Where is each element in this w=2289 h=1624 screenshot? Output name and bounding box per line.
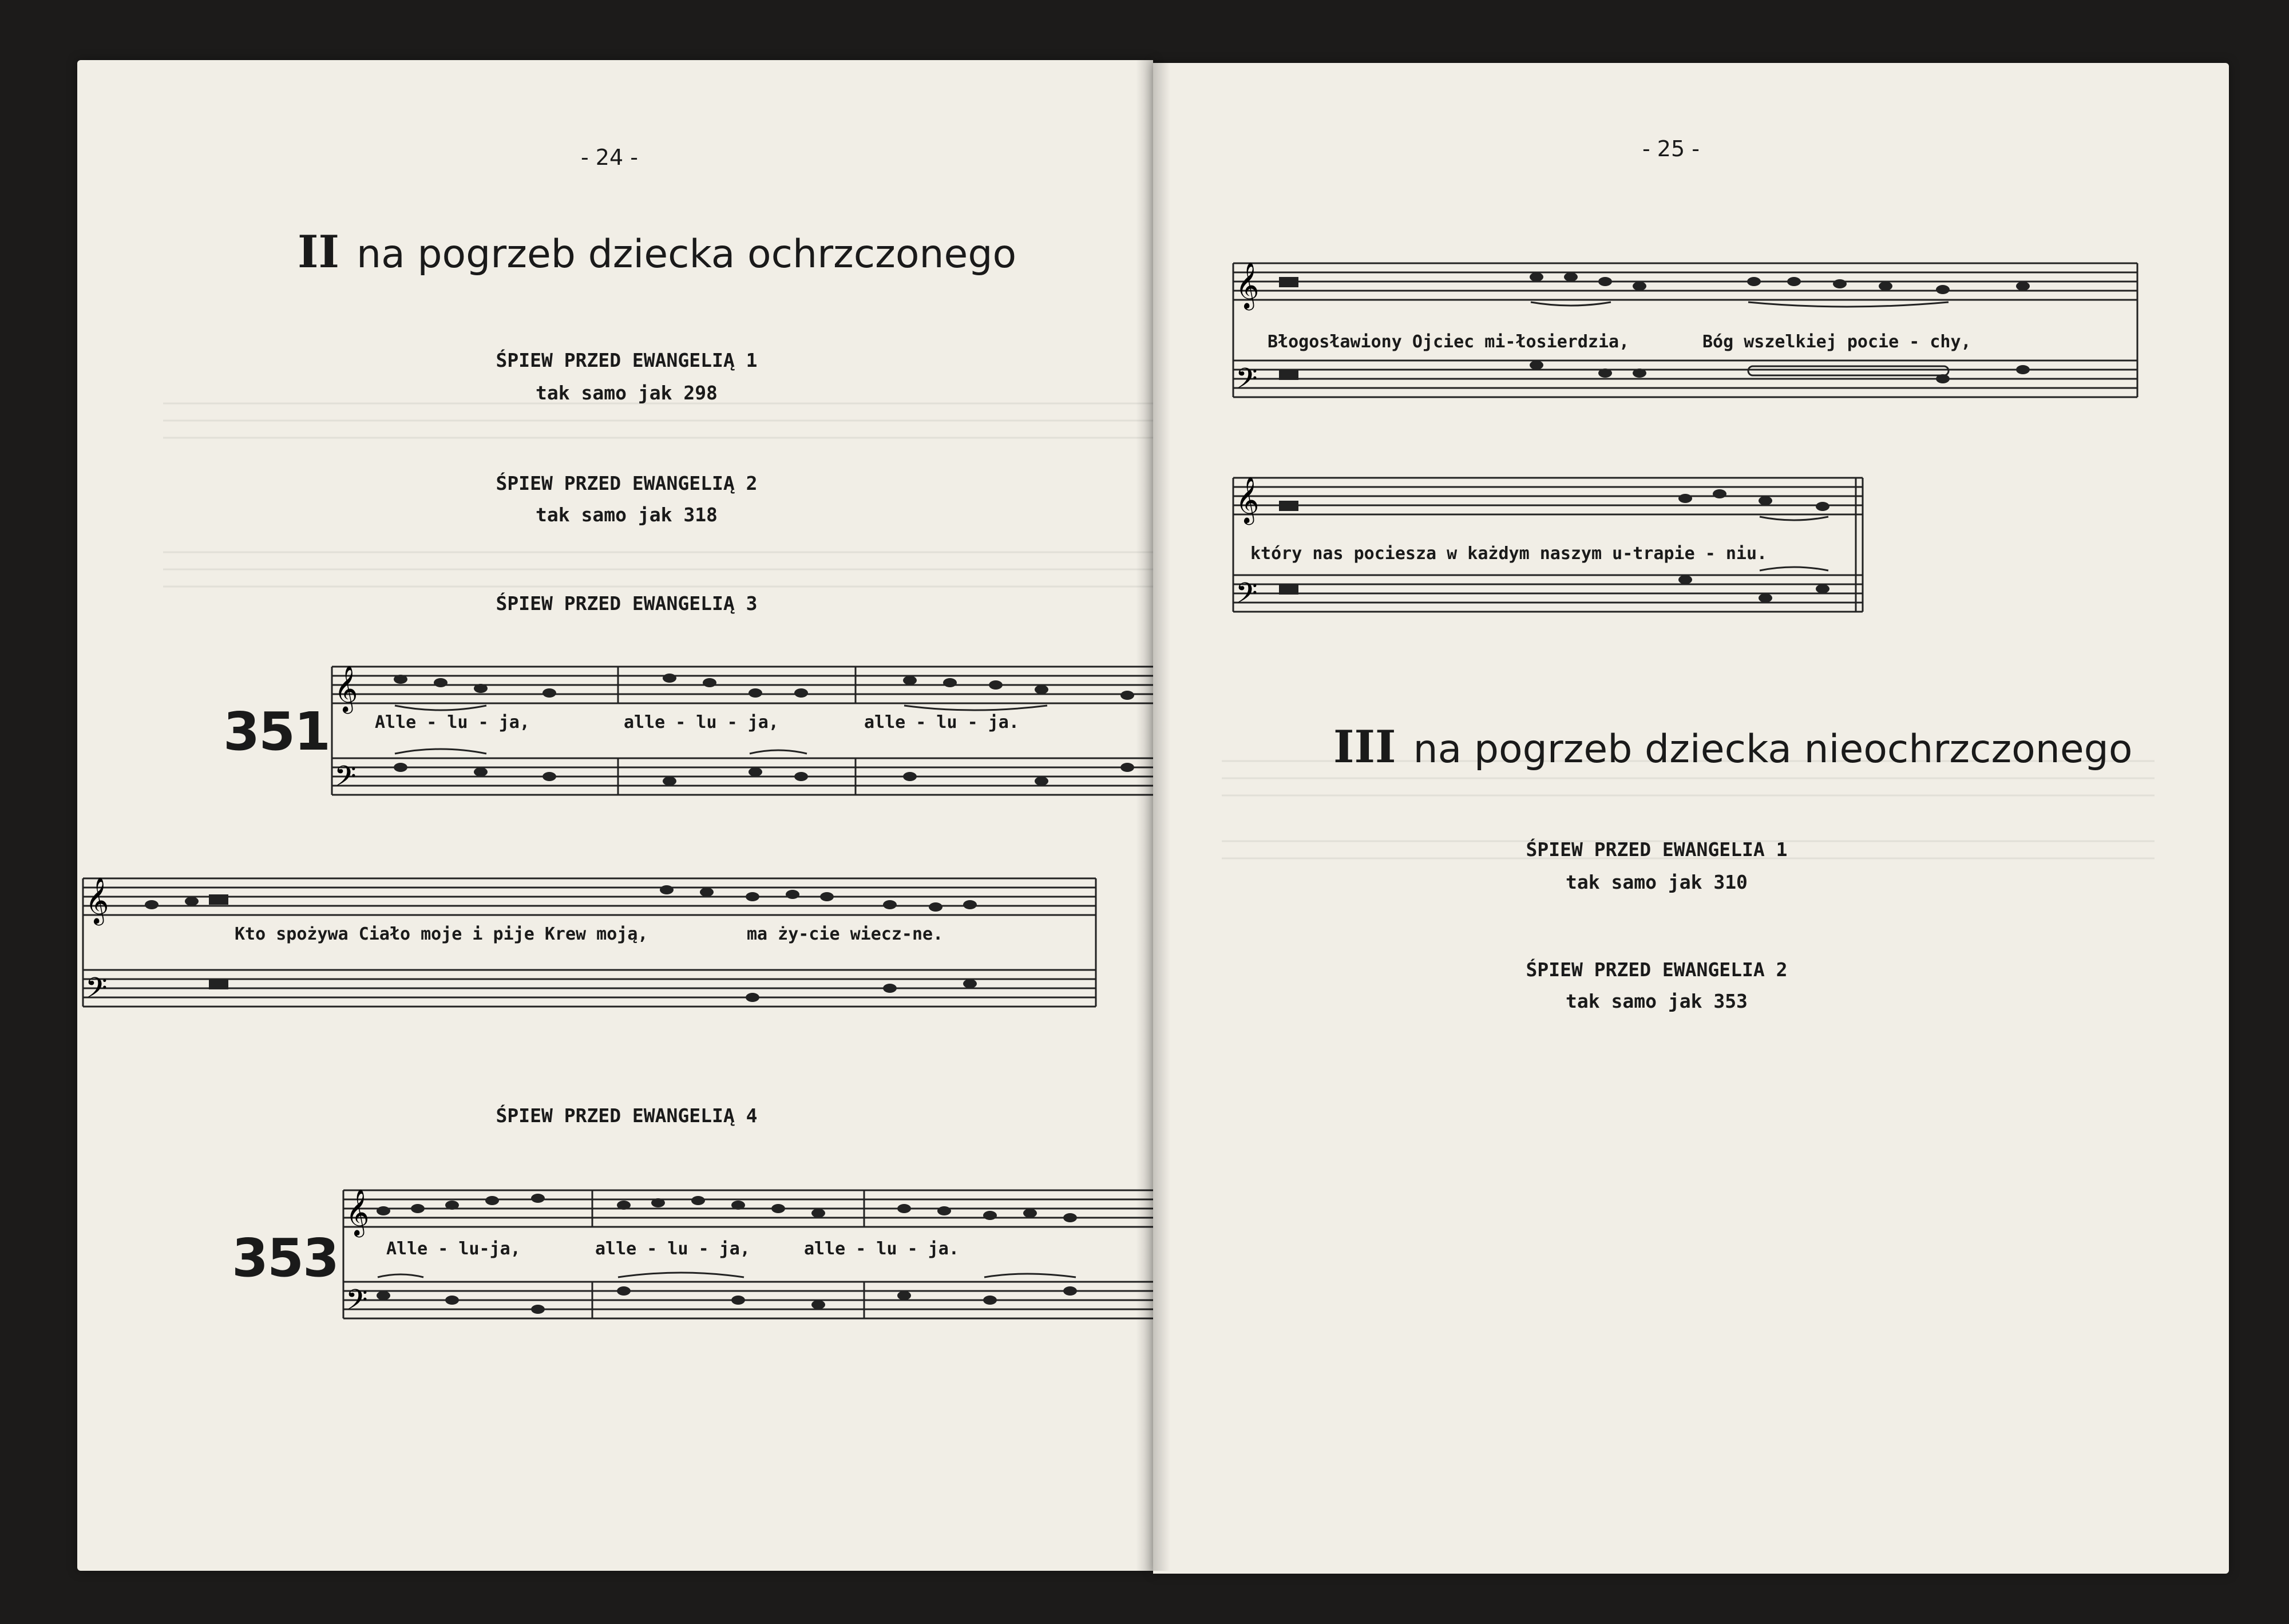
bleed-through-staves [163, 381, 1165, 678]
item-subtitle: tak samo jak 310 [1566, 871, 1748, 893]
lyric-syllables: Alle - lu-ja, [386, 1239, 521, 1259]
verse-text: Bóg wszelkiej pocie - chy, [1702, 332, 1971, 352]
section-title [298, 226, 1016, 278]
section-roman-numeral: II [298, 226, 339, 278]
left-page [77, 60, 1153, 1571]
right-page [1153, 63, 2229, 1574]
section-title-text: na pogrzeb dziecka nieochrzczonego [1413, 727, 2133, 772]
svg-text:𝄢: 𝄢 [1235, 577, 1258, 617]
item-heading: ŚPIEW PRZED EWANGELIĄ 2 [496, 472, 758, 494]
verse-text: Błogosławiony Ojciec mi-łosierdzia, [1268, 332, 1630, 352]
section-roman-numeral: III [1333, 721, 1396, 773]
item-heading: ŚPIEW PRZED EWANGELIĄ 3 [496, 592, 758, 615]
lyric-syllables: alle - lu - ja. [864, 712, 1019, 732]
item-heading: ŚPIEW PRZED EWANGELIA 2 [1526, 958, 1788, 981]
lyric-syllables: alle - lu - ja, [624, 712, 779, 732]
music-system-353 [338, 1173, 1185, 1345]
verse-text-end: ma ży-cie wiecz-ne. [747, 924, 944, 944]
verse-text: który nas pociesza w każdym naszym u-trapie - niu. [1250, 544, 1768, 564]
svg-text:𝄢: 𝄢 [85, 972, 108, 1012]
lyric-syllables: Alle - lu - ja, [375, 712, 530, 732]
svg-text:𝄞: 𝄞 [1235, 476, 1260, 523]
page-number: - 24 - [581, 145, 638, 170]
bleed-through-ghost [209, 312, 229, 385]
item-heading: ŚPIEW PRZED EWANGELIA 1 [1526, 838, 1788, 861]
music-system-verse [77, 867, 1102, 1033]
section-title [1333, 721, 2132, 773]
svg-text:𝄞: 𝄞 [334, 665, 358, 712]
item-subtitle: tak samo jak 353 [1566, 990, 1748, 1012]
item-subtitle: tak samo jak 298 [536, 382, 718, 404]
music-system-351 [326, 655, 1173, 821]
svg-text:𝄞: 𝄞 [85, 877, 109, 924]
svg-text:𝄢: 𝄢 [334, 760, 357, 800]
svg-text:𝄢: 𝄢 [346, 1284, 368, 1324]
lyric-syllables: alle - lu - ja, [595, 1239, 750, 1259]
lyric-syllables: alle - lu - ja. [804, 1239, 959, 1259]
item-subtitle: tak samo jak 318 [536, 504, 718, 526]
hymn-number: 353 [232, 1227, 339, 1289]
hymn-number: 351 [223, 701, 330, 762]
item-heading: ŚPIEW PRZED EWANGELIĄ 4 [496, 1104, 758, 1127]
page-number: - 25 - [1642, 136, 1700, 161]
svg-text:𝄞: 𝄞 [346, 1189, 370, 1235]
svg-text:𝄞: 𝄞 [1235, 262, 1260, 308]
item-heading: ŚPIEW PRZED EWANGELIĄ 1 [496, 349, 758, 371]
svg-text:𝄢: 𝄢 [1235, 362, 1258, 402]
section-title-text: na pogrzeb dziecka ochrzczonego [356, 232, 1017, 277]
verse-text: Kto spożywa Ciało moje i pije Krew moją, [235, 924, 648, 944]
book-spine-shadow [1136, 60, 1170, 1571]
